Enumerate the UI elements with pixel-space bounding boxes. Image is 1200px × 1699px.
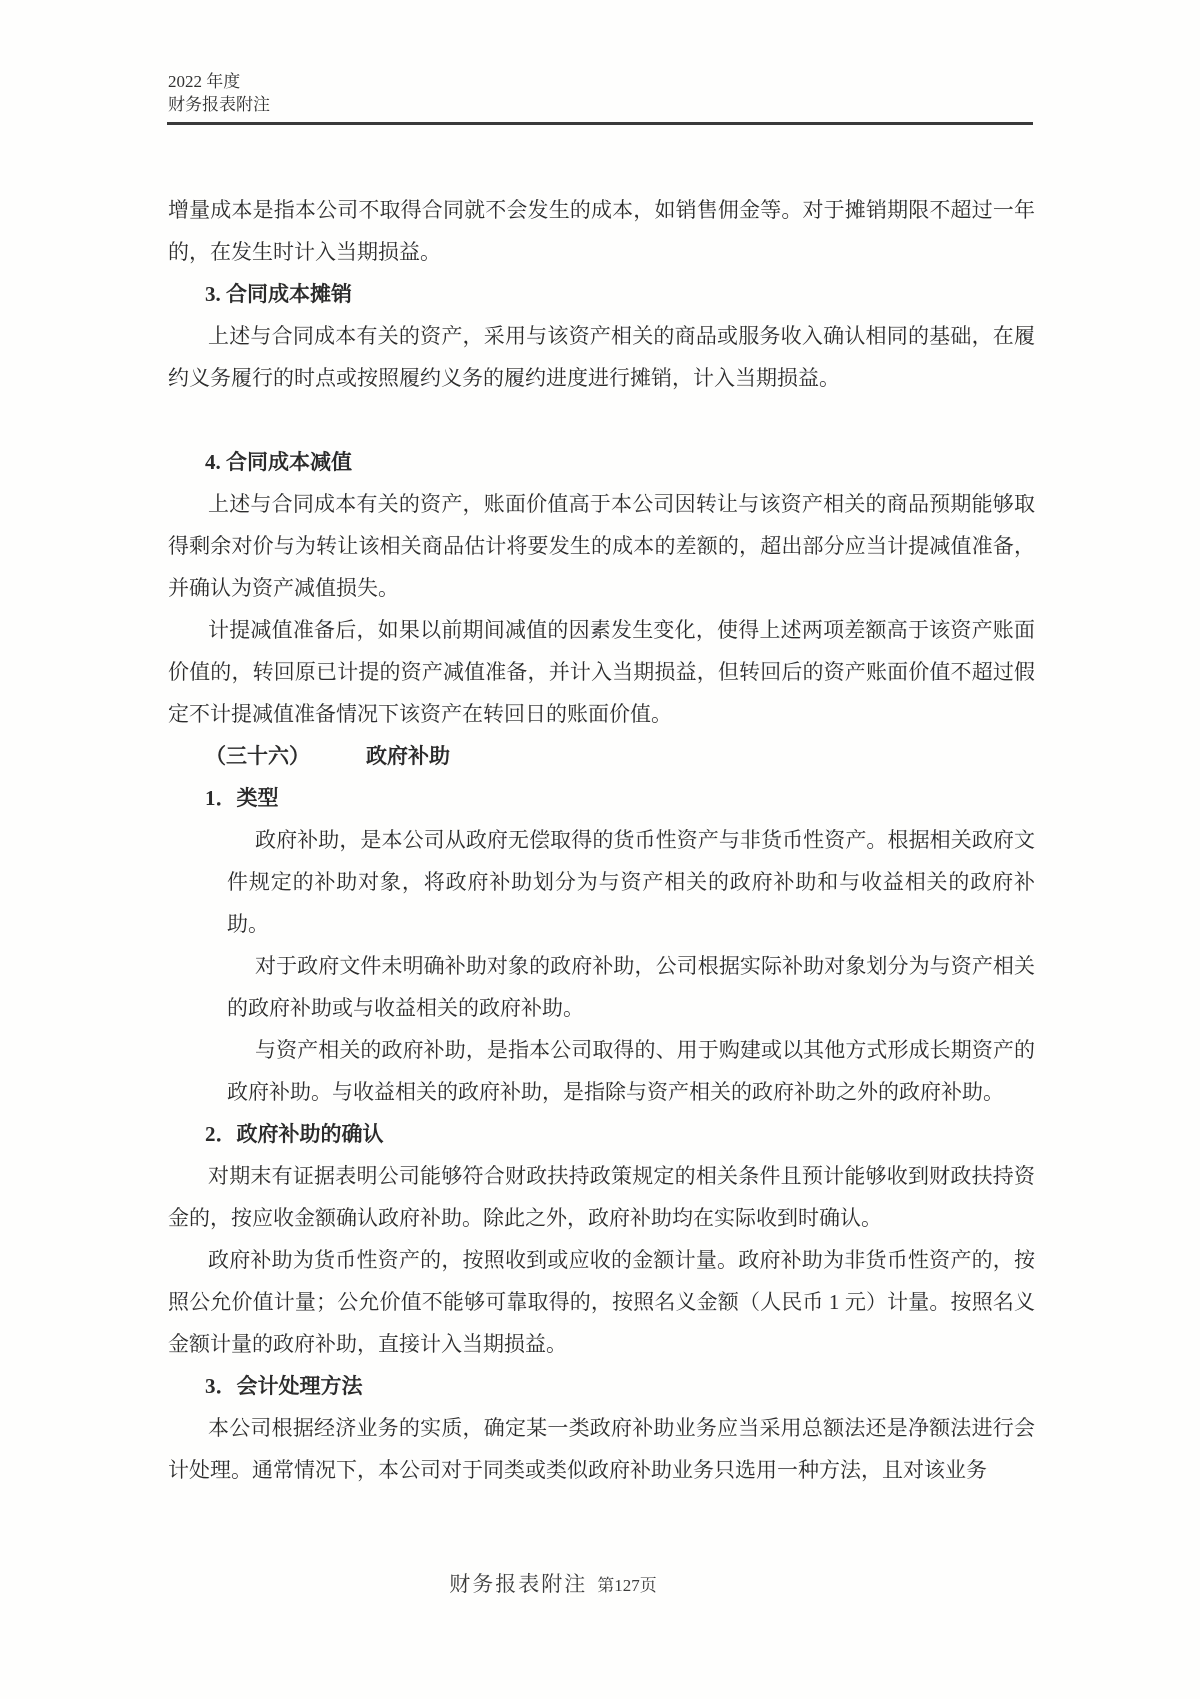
heading-section-36-government-grants bbox=[205, 735, 1035, 777]
paragraph-impairment-2: 计提减值准备后，如果以前期间减值的因素发生变化，使得上述两项差额高于该资产账面价值的，转回原已计提的资产减值准备，并计入当期损益，但转回后的资产账面价值不超过假定不计提减值准备情况下该资产在转回日的账面价值。 bbox=[168, 618, 1035, 726]
section-title: 政府补助 bbox=[366, 744, 450, 768]
heading-contract-cost-amortization: 3. 合同成本摊销 bbox=[205, 282, 352, 306]
paragraph-grant-types-3: 与资产相关的政府补助，是指本公司取得的、用于购建或以其他方式形成长期资产的政府补助。与收益相关的政府补助，是指除与资产相关的政府补助之外的政府补助。 bbox=[227, 1038, 1035, 1104]
heading-accounting-method: 3．会计处理方法 bbox=[205, 1374, 363, 1398]
heading-contract-cost-impairment: 4. 合同成本减值 bbox=[205, 450, 352, 474]
section-number-label: （三十六） bbox=[205, 744, 310, 768]
paragraph-incremental-cost: 增量成本是指本公司不取得合同就不会发生的成本，如销售佣金等。对于摊销期限不超过一年的，在发生时计入当期损益。 bbox=[168, 198, 1035, 264]
page-footer bbox=[168, 1568, 938, 1598]
header-year: 2022 年度 bbox=[168, 72, 241, 91]
document-body bbox=[168, 189, 1035, 1491]
paragraph-grant-recognition-1: 对期末有证据表明公司能够符合财政扶持政策规定的相关条件且预计能够收到财政扶持资金的，按应收金额确认政府补助。除此之外，政府补助均在实际收到时确认。 bbox=[168, 1164, 1035, 1230]
paragraph-accounting-method: 本公司根据经济业务的实质，确定某一类政府补助业务应当采用总额法还是净额法进行会计处理。通常情况下，本公司对于同类或类似政府补助业务只选用一种方法，且对该业务 bbox=[168, 1416, 1035, 1482]
paragraph-impairment-1: 上述与合同成本有关的资产，账面价值高于本公司因转让与该资产相关的商品预期能够取得剩余对价与为转让该相关商品估计将要发生的成本的差额的，超出部分应当计提减值准备，并确认为资产减值损失。 bbox=[168, 492, 1035, 600]
heading-grant-types: 1．类型 bbox=[205, 786, 279, 810]
page-header bbox=[168, 70, 270, 116]
paragraph-grant-types-2: 对于政府文件未明确补助对象的政府补助，公司根据实际补助对象划分为与资产相关的政府补助或与收益相关的政府补助。 bbox=[227, 954, 1035, 1020]
header-doc-title: 财务报表附注 bbox=[168, 95, 270, 114]
paragraph-amortization: 上述与合同成本有关的资产，采用与该资产相关的商品或服务收入确认相同的基础，在履约义务履行的时点或按照履约义务的履约进度进行摊销，计入当期损益。 bbox=[168, 324, 1035, 390]
footer-doc-title: 财务报表附注 bbox=[449, 1572, 588, 1596]
header-rule-divider bbox=[167, 122, 1033, 125]
footer-page-number: 第127页 bbox=[597, 1576, 657, 1595]
paragraph-grant-types-1: 政府补助，是本公司从政府无偿取得的货币性资产与非货币性资产。根据相关政府文件规定的补助对象，将政府补助划分为与资产相关的政府补助和与收益相关的政府补助。 bbox=[227, 828, 1035, 936]
paragraph-grant-recognition-2: 政府补助为货币性资产的，按照收到或应收的金额计量。政府补助为非货币性资产的，按照公允价值计量；公允价值不能够可靠取得的，按照名义金额（人民币 1 元）计量。按照名义金额计量的政府补助，直接计入当期损益。 bbox=[168, 1248, 1035, 1356]
heading-grant-recognition: 2．政府补助的确认 bbox=[205, 1122, 384, 1146]
